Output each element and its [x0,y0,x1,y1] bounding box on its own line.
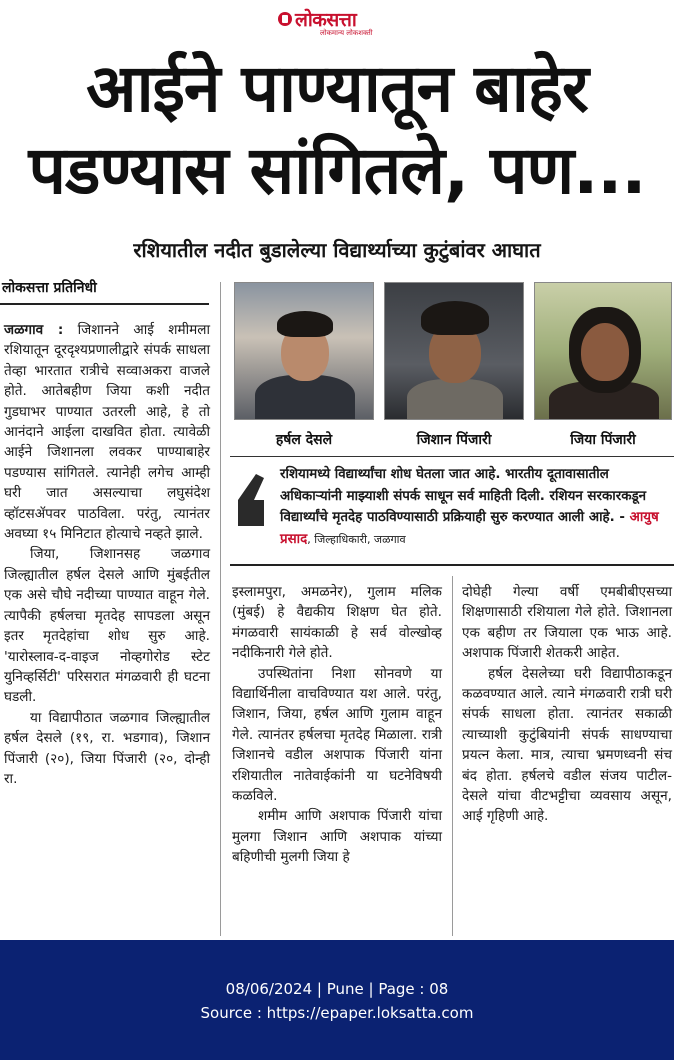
footer-date-line: 08/06/2024 | Pune | Page : 08 [225,980,449,998]
article-column-1 [4,320,210,789]
article-paragraph: या विद्यापीठात जळगाव जिल्ह्यातील हर्षल देसले (१९, रा. भडगाव), जिशान पिंजारी (२०), जिया पिंजारी (२०, दोन्ही रा. [4,709,210,787]
article-column-3 [462,582,672,827]
photo-caption: जिया पिंजारी [570,432,636,448]
pull-quote [280,464,672,550]
column-divider [220,282,221,936]
logo-tagline: लोकमान्य लोकशक्ती [320,29,373,37]
article-paragraph: दोघेही गेल्या वर्षी एमबीबीएसच्या शिक्षणासाठी रशियाला गेले होते. जिशानला एक बहीण तर जियाला एक भाऊ आहे. अशपाक पिंजारी शेतकरी आहेत. [462,584,672,662]
article-column-2 [232,582,442,868]
column-divider [452,576,453,936]
byline-divider [0,303,209,305]
masthead [0,0,674,42]
article-paragraph: हर्षल देसलेच्या घरी विद्यापीठाकडून कळवण्यात आले. त्याने मंगळवारी रात्री घरी संपर्क साधला होता. त्यानंतर सकाळी त्याच्याशी कुटुंबियांनी संपर्क साधण्याचा प्रयत्न केला. मात्र, त्याचा भ्रमणध्वनी संच बंद होता. हर्षलचे वडील संजय पाटील-देसले यांचा वीटभट्टीचा व्यवसाय असून, आई गृहिणी आहे. [462,665,672,825]
dateline: जळगाव : [4,322,64,338]
quote-mark-icon [234,470,272,528]
article-paragraph: शमीम आणि अशपाक पिंजारी यांचा मुलगा जिशान आणि अशपाक यांच्या बहिणीची मुलगी जिया हे [232,808,442,866]
photo-jiya [534,282,672,420]
article-paragraph: जळगाव : जिशानने आई शमीमला रशियातून दूरदृश्यप्रणालीद्वारे संपर्क साधला तेव्हा भारतात रात्रीचे सव्वाअकरा वाजले होते. आतेबहीण जिया कशी नदीत गुडघाभर पाण्यात उतरली आहे, हे तो आनंदाने आईला दाखवित होता. त्यावेळी आईने जिशानला लवकर पाण्याबाहेर पडण्यास सांगितले. त्यानेही लगेच आम्ही घरी जात असल्याचा लघुसंदेश व्हॉटसॲपवर पाठविला. परंतु, त्यानंतर अवघ्या १५ मिनिटात होत्याचे नव्हते झाले. [4,322,210,543]
subheadline: रशियातील नदीत बुडालेल्या विद्यार्थ्याच्या कुटुंबांवर आघात [133,238,541,262]
article-paragraph: उपस्थितांना निशा सोनवणे या विद्यार्थिनीला वाचविण्यात यश आले. परंतु, जिशान, जिया, हर्षल आणि गुलाम वाहून गेले. त्यानंतर हर्षलचा मृतदेह मिळाला. रात्री जिशानचे वडील अशपाक पिंजारी यांना रशियातील नातेवाईकांनी या घटनेविषयी कळविले. [232,665,442,805]
article-paragraph: जिया, जिशानसह जळगाव जिल्ह्यातील हर्षल देसले आणि मुंबईतील एक असे चौघे नदीच्या पाण्यात वाहून गेले. त्यापैकी हर्षलचा मृतदेह सापडला असून इतर मृतदेहांचा शोध सुरु आहे. 'यारोस्लाव-द-वाइज नोव्हगोरोड स्टेट युनिव्हर्सिटी' परिसरात मंगळवारी ही घटना घडली. [4,546,210,706]
headline [0,48,674,212]
quote-divider [230,564,674,566]
quote-designation: , जिल्हाधिकारी, जळगाव [307,532,406,546]
headline-line-2: पडण्यास सांगितले, पण... [28,132,646,209]
photo-caption: हर्षल देसले [275,432,333,448]
logo-icon [278,12,292,26]
article-paragraph: इस्लामपुरा, अमळनेर), गुलाम मलिक (मुंबई) हे वैद्यकीय शिक्षण घेत होते. मंगळवारी सायंकाळी हे सर्व वोल्खोव्ह नदीकिनारी गेले होते. [232,584,442,662]
photo-harshal [234,282,374,420]
byline: लोकसत्ता प्रतिनिधी [2,280,97,296]
headline-line-1: आईने पाण्यातून बाहेर [86,50,588,127]
caption-divider [230,456,674,457]
source-footer [0,940,674,1060]
footer-source-link[interactable]: Source : https://epaper.loksatta.com [200,1004,474,1022]
quote-author: आयुष प्रसाद [280,510,659,547]
photo-caption: जिशान पिंजारी [416,432,492,448]
photo-jishan [384,282,524,420]
quote-text: रशियामध्ये विद्यार्थ्यांचा शोध घेतला जात आहे. भारतीय दूतावासातील अधिकाऱ्यांनी माझ्याशी संपर्क साधून सर्व माहिती दिली. रशियन सरकारकडून विद्यार्थ्यांचे मृतदेह पाठविण्यासाठी प्रक्रियाही सुरु करण्यात आली आहे. - [280,467,647,525]
logo-text: लोकसत्ता [295,9,357,31]
